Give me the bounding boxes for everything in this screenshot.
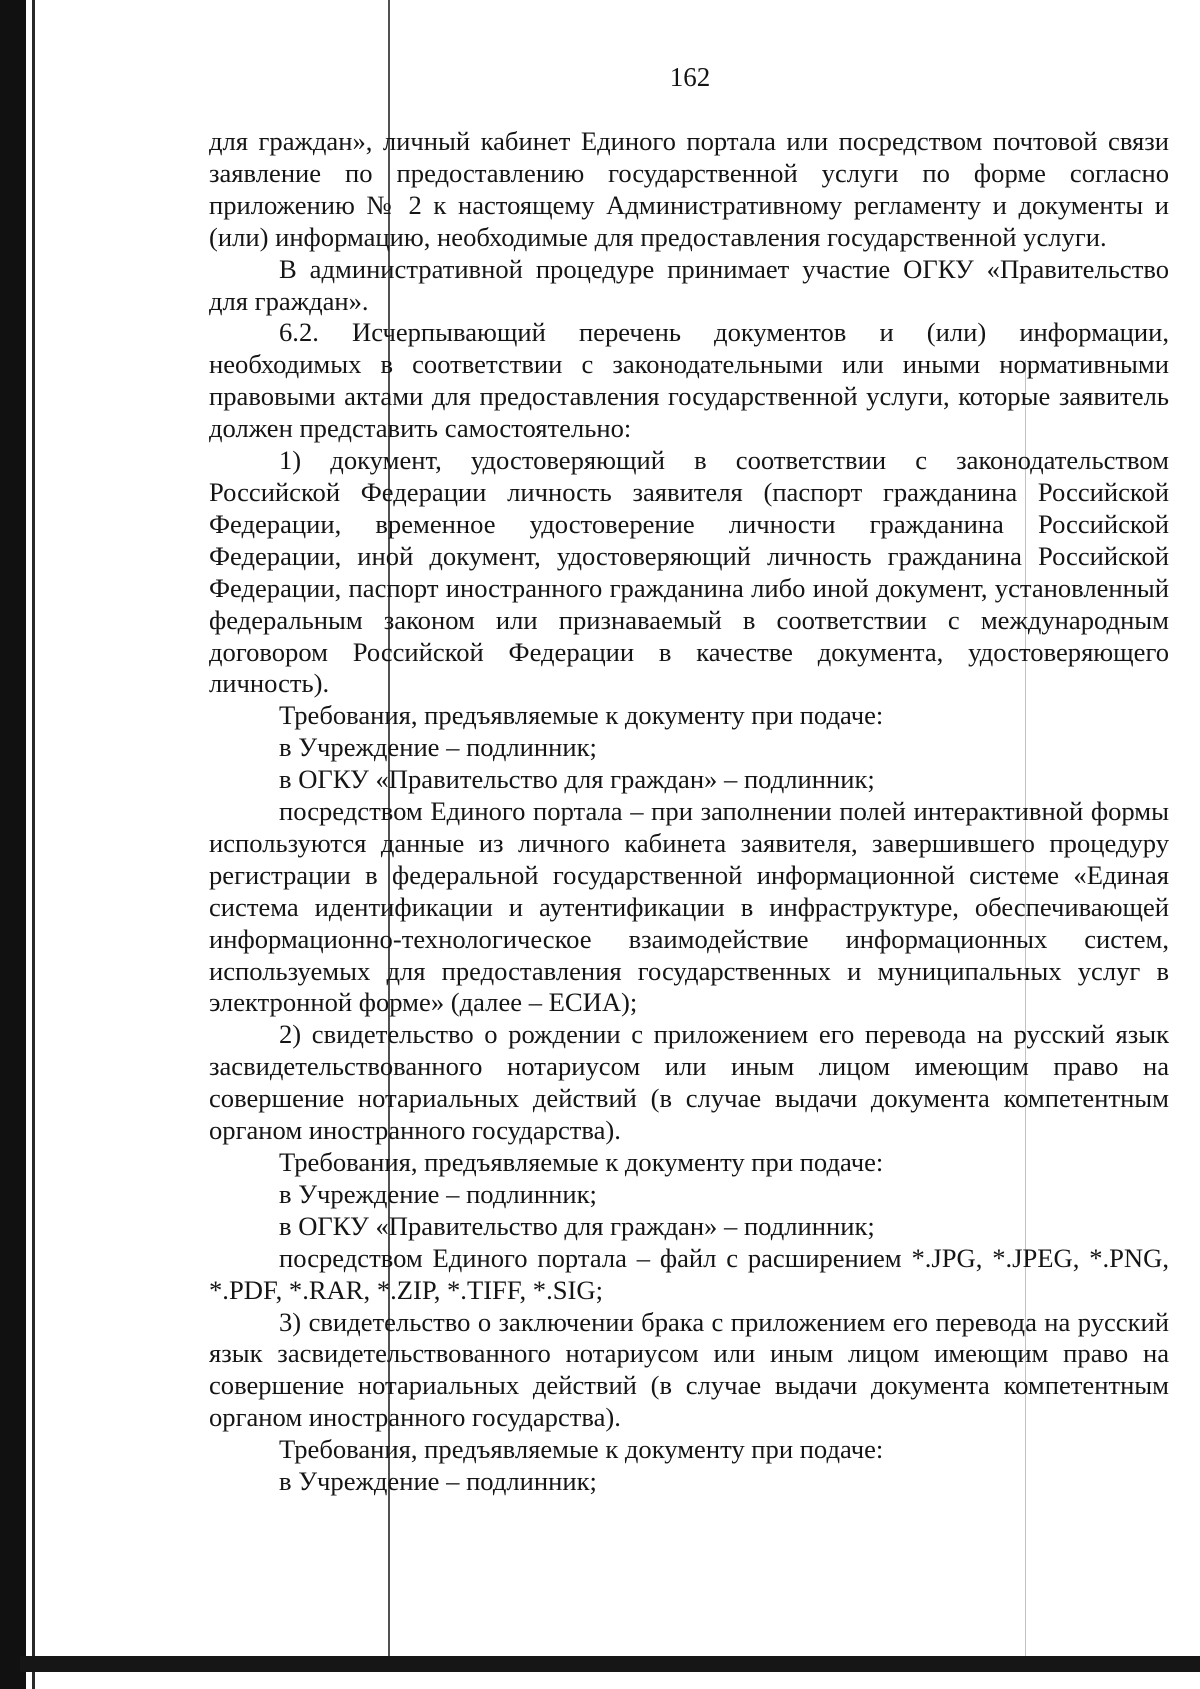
body-paragraph: для граждан», личный кабинет Единого портала или посредством почтовой связи заявление по предоставлению государственной услуги по форме согласно приложению № 2 к настоящему Административному регламенту и документы и (или) информацию, необходимые для предоставления государственной услуги. — [209, 126, 1169, 252]
body-paragraph: 6.2. Исчерпывающий перечень документов и (или) информации, необходимых в соответствии с законодательными или иными нормативными правовыми актами для предоставления государственной услуги, которые заявитель должен представить самостоятельно: — [209, 317, 1169, 444]
page-number: 162 — [669, 62, 711, 92]
body-paragraph: Требования, предъявляемые к документу при подаче: — [279, 1147, 884, 1177]
body-paragraph: в Учреждение – подлинник; — [279, 1466, 597, 1497]
document-body — [209, 126, 1169, 1498]
body-paragraph: в ОГКУ «Правительство для граждан» – подлинник; — [279, 764, 875, 795]
body-paragraph: в Учреждение – подлинник; — [279, 1178, 597, 1209]
scan-bottom-border — [20, 1656, 1200, 1672]
body-paragraph: в Учреждение – подлинник; — [279, 732, 597, 763]
body-paragraph: посредством Единого портала – при заполнении полей интерактивной формы используются данные из личного кабинета заявителя, завершившего процедуру регистрации в федеральной государственной информационной системе «Единая система идентификации и аутентификации в инфраструктуре, обеспечивающей информационно-технологическое взаимодействие информационных систем, используемых для предоставления государственных и муниципальных услуг в электронной форме» (далее – ЕСИА); — [209, 796, 1169, 1018]
body-paragraph: 2) свидетельство о рождении с приложением его перевода на русский язык засвидетельствованного нотариусом или иным лицом имеющим право на совершение нотариальных действий (в случае выдачи документа компетентным органом иностранного государства). — [209, 1019, 1169, 1146]
body-paragraph: 1) документ, удостоверяющий в соответствии с законодательством Российской Федерации личность заявителя (паспорт гражданина Российской Федерации, временное удостоверение личности гражданина Российской Федерации, иной документ, удостоверяющий личность гражданина Российской Федерации, паспорт иностранного гражданина либо иной документ, установленный федеральным законом или признаваемый в соответствии с международным договором Российской Федерации в качестве документа, удостоверяющего личность). — [209, 445, 1169, 699]
body-paragraph: В административной процедуре принимает участие ОГКУ «Правительство для граждан». — [209, 253, 1169, 316]
scan-left-border-line — [32, 0, 35, 1689]
scan-left-border — [0, 0, 26, 1689]
body-paragraph: 3) свидетельство о заключении брака с приложением его перевода на русский язык засвидетельствованного нотариусом или иным лицом имеющим право на совершение нотариальных действий (в случае выдачи документа компетентным органом иностранного государства). — [209, 1306, 1169, 1433]
body-paragraph: в ОГКУ «Правительство для граждан» – подлинник; — [279, 1210, 875, 1241]
body-paragraph: посредством Единого портала – файл с расширением *.JPG, *.JPEG, *.PNG, *.PDF, *.RAR, *.ZIP, *.TIFF, *.SIG; — [209, 1242, 1169, 1305]
body-paragraph: Требования, предъявляемые к документу при подаче: — [279, 700, 884, 731]
body-paragraph: Требования, предъявляемые к документу при подаче: — [279, 1434, 884, 1465]
